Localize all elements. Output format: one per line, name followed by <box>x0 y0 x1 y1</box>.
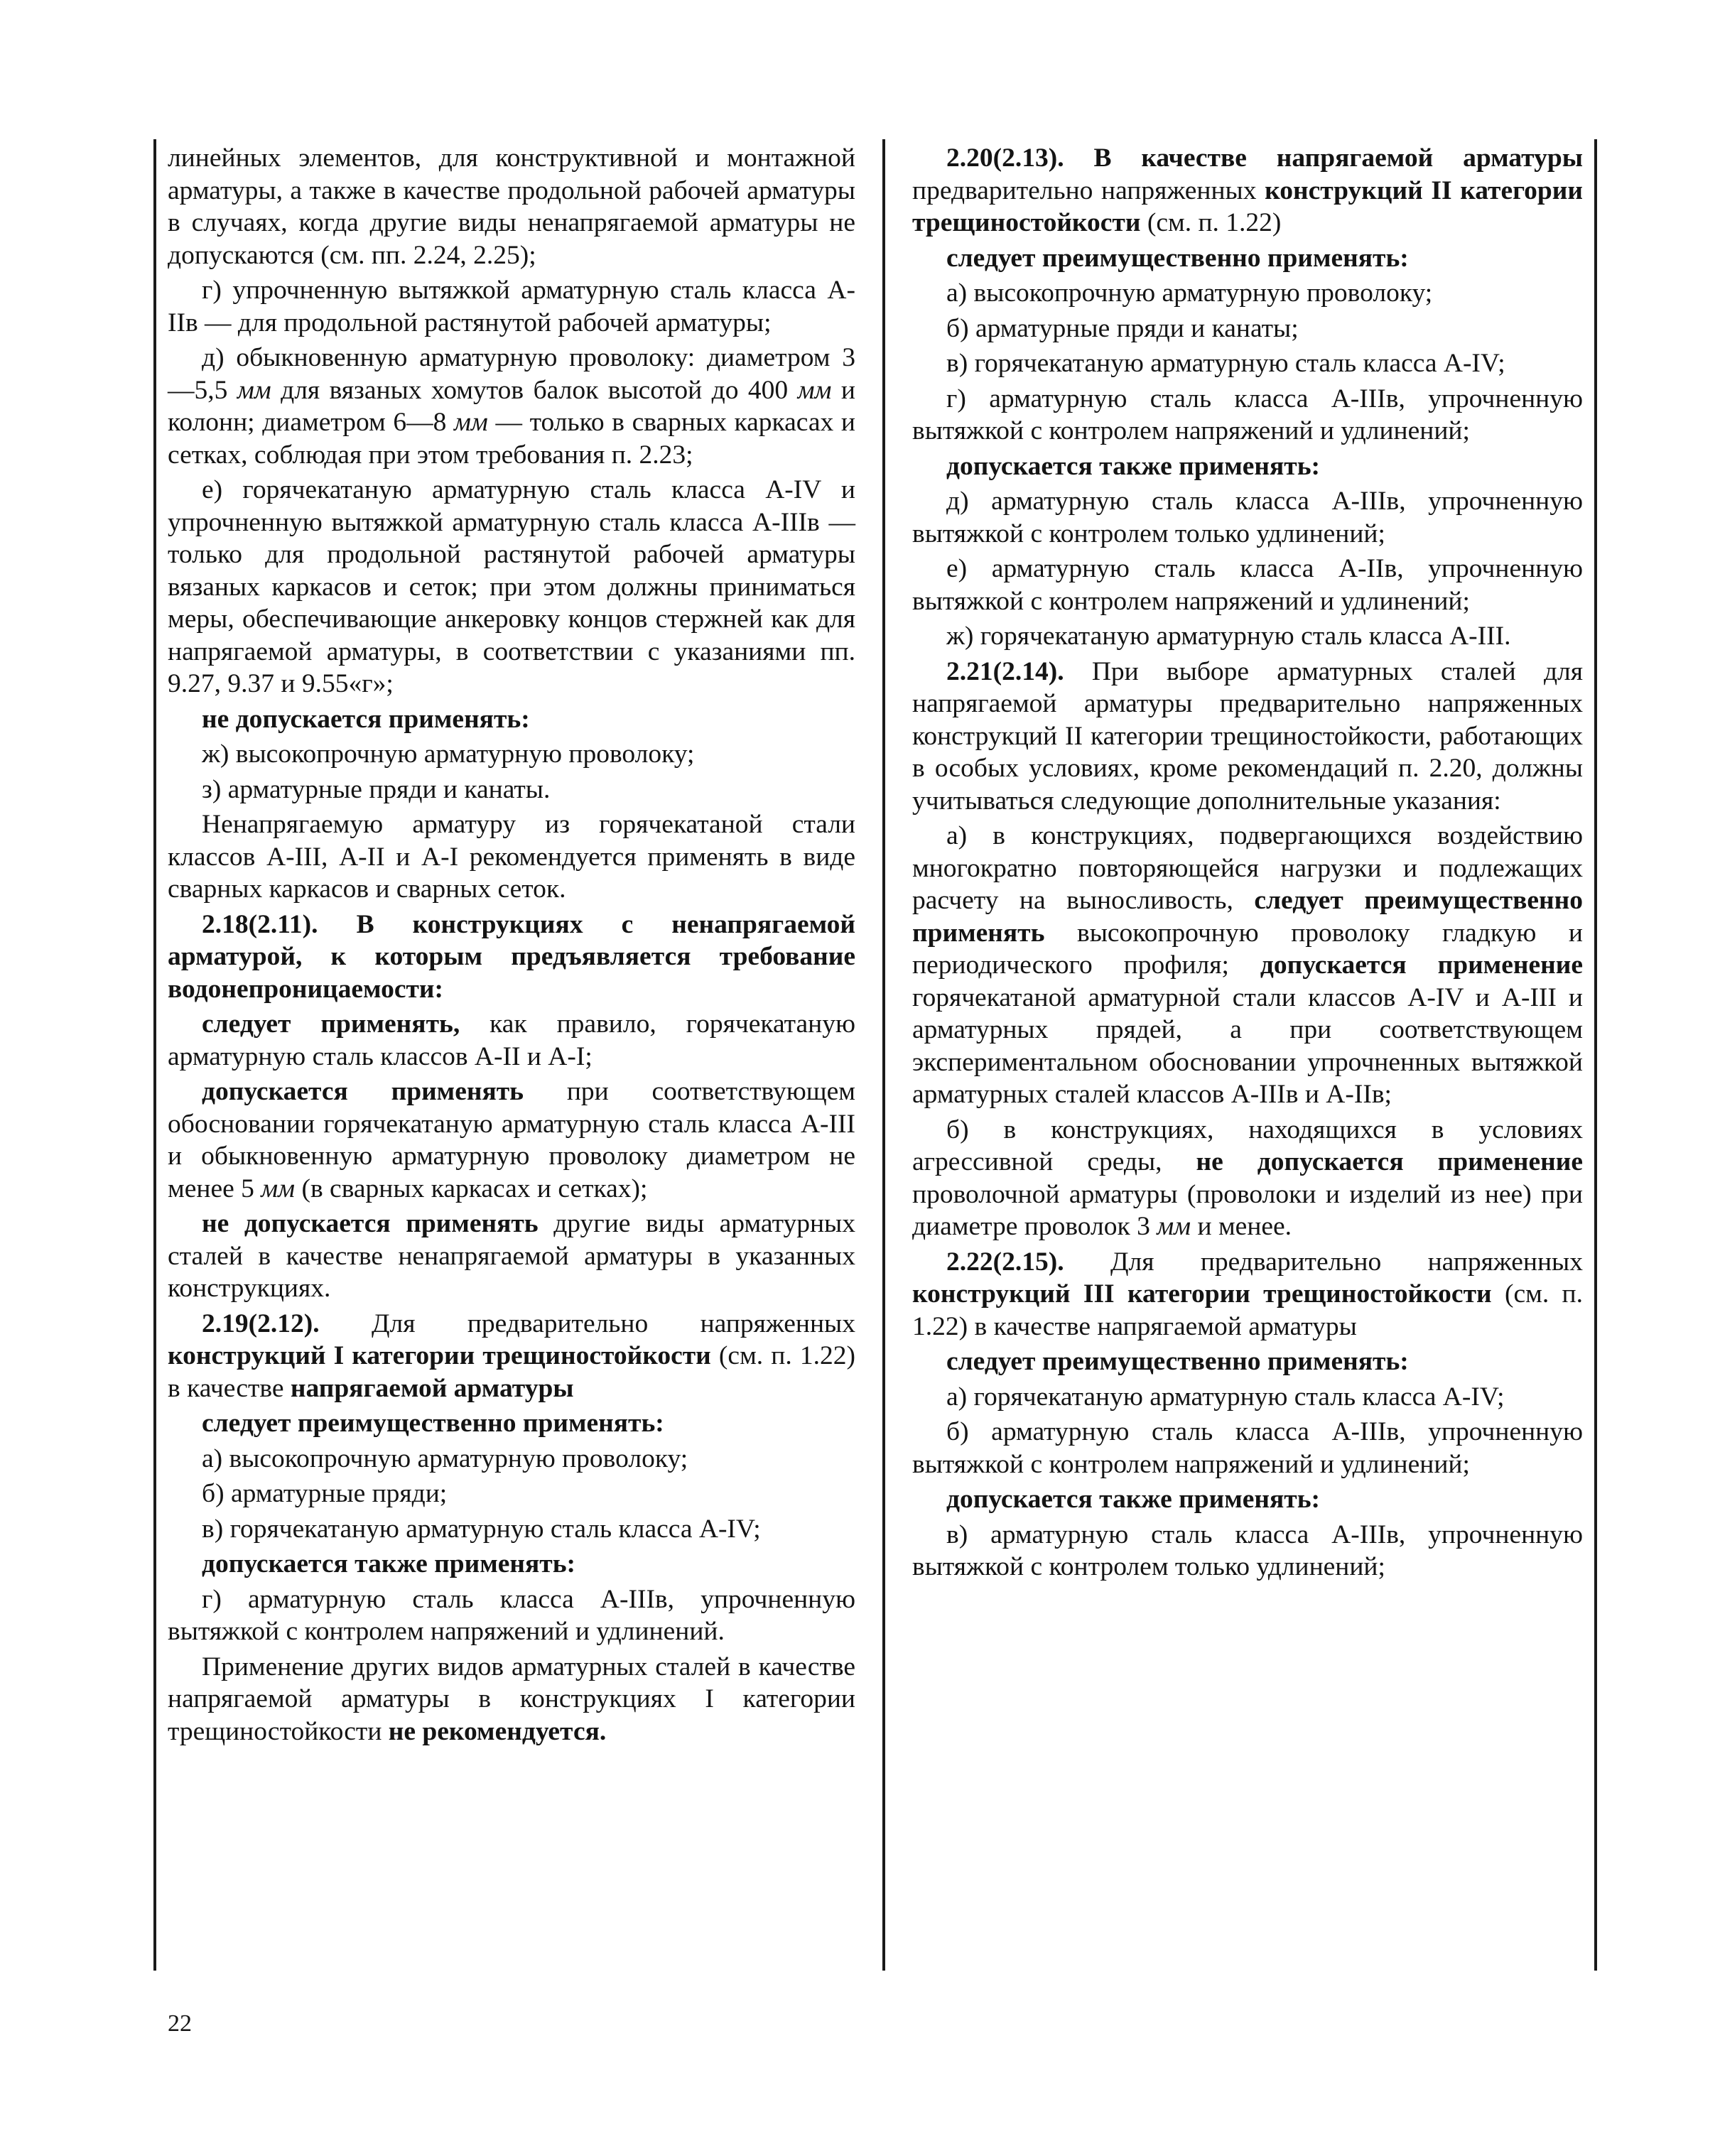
bold-heading: следует преимущественно применять: <box>946 243 1409 273</box>
list-item: а) высокопрочную арматурную проволоку; <box>946 278 1433 308</box>
list-item: ж) горячекатаную арматурную сталь класса А-III. <box>946 622 1511 651</box>
list-item: б) арматурные пряди; <box>202 1479 448 1508</box>
clause-2-20: 2.20(2.13). В качестве напрягаемой арматуры предварительно напряженных конструкций II категории трещиностойкости (см. п. 1.22) <box>912 143 1583 237</box>
list-item: а) высокопрочную арматурную проволоку; <box>202 1443 688 1473</box>
list-item: г) арматурную сталь класса А-IIIв, упрочненную вытяжкой с контролем напряжений и удлинений. <box>168 1584 855 1646</box>
left-margin-rule <box>153 139 156 1971</box>
list-item: г) упрочненную вытяжкой арматурную сталь класса А-IIв — для продольной растянутой рабочей арматуры; <box>168 276 855 337</box>
paragraph: допускается применять при соответствующем обосновании горячекатаную арматурную сталь класса А-III и обыкновенную арматурную проволоку диаметром не менее 5 мм (в сварных каркасах и сетках); <box>168 1077 855 1203</box>
bold-heading: допускается также применять: <box>202 1549 576 1578</box>
paragraph: Ненапрягаемую арматуру из горячекатаной стали классов А-III, А-II и А-I рекомендуется применять в виде сварных каркасов и сварных сеток. <box>168 810 855 904</box>
right-column <box>912 142 1583 1968</box>
list-item: г) арматурную сталь класса А-IIIв, упрочненную вытяжкой с контролем напряжений и удлинений; <box>912 384 1583 445</box>
list-item: д) арматурную сталь класса А-IIIв, упрочненную вытяжкой с контролем только удлинений; <box>912 487 1583 548</box>
list-item: ж) высокопрочную арматурную проволоку; <box>202 740 695 769</box>
column-divider-rule <box>882 139 885 1971</box>
clause-2-22: 2.22(2.15). Для предварительно напряженных конструкций III категории трещиностойкости (см. п. 1.22) в качестве напрягаемой арматуры <box>912 1247 1583 1341</box>
list-item: в) горячекатаную арматурную сталь класса А-IV; <box>202 1514 761 1544</box>
bold-heading: следует преимущественно применять: <box>946 1347 1409 1376</box>
list-item: б) в конструкциях, находящихся в условиях агрессивной среды, не допускается применение проволочной арматуры (проволоки и изделий из нее) при диаметре проволок 3 мм и менее. <box>912 1115 1583 1241</box>
left-column <box>168 142 855 1968</box>
clause-2-19: 2.19(2.12). Для предварительно напряженных конструкций I категории трещиностойкости (см. п. 1.22) в качестве напрягаемой арматуры <box>168 1309 855 1403</box>
list-item: б) арматурные пряди и канаты; <box>946 313 1299 343</box>
page-number: 22 <box>168 2010 192 2037</box>
list-item: в) арматурную сталь класса А-IIIв, упрочненную вытяжкой с контролем только удлинений; <box>912 1520 1583 1581</box>
list-item: е) арматурную сталь класса А-IIв, упрочненную вытяжкой с контролем напряжений и удлинений; <box>912 554 1583 616</box>
bold-heading: допускается также применять: <box>946 451 1321 481</box>
list-item: з) арматурные пряди и канаты. <box>202 774 551 804</box>
clause-2-21: 2.21(2.14). При выборе арматурных сталей для напрягаемой арматуры предварительно напряженных конструкций II категории трещиностойкости, работающих в особых условиях, кроме рекомендаций п. 2.20, должны учитываться следующие дополнительные указания: <box>912 656 1583 816</box>
list-item: б) арматурную сталь класса А-IIIв, упрочненную вытяжкой с контролем напряжений и удлинений; <box>912 1417 1583 1479</box>
bold-heading: следует преимущественно применять: <box>202 1409 664 1438</box>
paragraph: Применение других видов арматурных сталей в качестве напрягаемой арматуры в конструкциях I категории трещиностойкости не рекомендуется. <box>168 1652 855 1746</box>
list-item: а) в конструкциях, подвергающихся воздействию многократно повторяющейся нагрузки и подлежащих расчету на выносливость, следует преимущественно применять высокопрочную проволоку гладкую и периодического профиля; допускается применение горячекатаной арматурной стали классов А-IV и А-III и арматурных прядей, а при соответствующем экспериментальном обосновании упрочненных вытяжкой арматурных сталей классов А-IIIв и А-IIв; <box>912 821 1584 1109</box>
right-margin-rule <box>1594 139 1597 1971</box>
list-item: е) горячекатаную арматурную сталь класса А-IV и упрочненную вытяжкой арматурную сталь класса А-IIIв — только для продольной растянутой рабочей арматуры вязаных каркасов и сеток; при этом должны приниматься меры, обеспечивающие анкеровку концов стержней как для напрягаемой арматуры, в соответствии с указаниями пп. 9.27, 9.37 и 9.55«г»; <box>168 475 855 698</box>
list-item: в) горячекатаную арматурную сталь класса А-IV; <box>946 349 1505 378</box>
bold-heading: не допускается применять: <box>202 704 530 734</box>
bold-heading: допускается также применять: <box>946 1485 1321 1514</box>
paragraph: следует применять, как правило, горячекатаную арматурную сталь классов А-II и А-I; <box>168 1009 855 1071</box>
paragraph: не допускается применять другие виды арматурных сталей в качестве ненапрягаемой арматуры в указанных конструкциях. <box>168 1209 855 1303</box>
list-item: д) обыкновенную арматурную проволоку: диаметром 3—5,5 мм для вязаных хомутов балок высотой до 400 мм и колонн; диаметром 6—8 мм — только в сварных каркасах и сетках, соблюдая при этом требования п. 2.23; <box>168 343 855 470</box>
list-item: а) горячекатаную арматурную сталь класса А-IV; <box>946 1382 1505 1412</box>
paragraph: линейных элементов, для конструктивной и монтажной арматуры, а также в качестве продольной рабочей арматуры в случаях, когда другие виды ненапрягаемой арматуры не допускаются (см. пп. 2.24, 2.25); <box>168 143 855 270</box>
clause-2-18: 2.18(2.11). В конструкциях с ненапрягаемой арматурой, к которым предъявляется требование водонепроницаемости: <box>168 909 855 1004</box>
